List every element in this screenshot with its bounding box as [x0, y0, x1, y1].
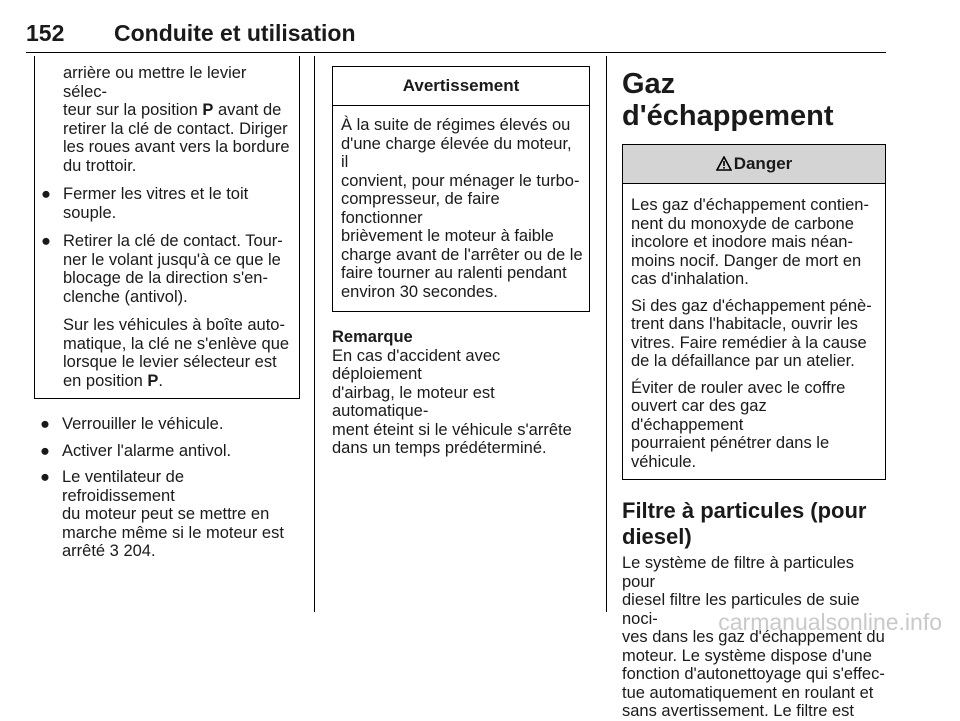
warning-title: Avertissement	[333, 67, 589, 106]
page-header	[26, 20, 886, 53]
text-line: d'une charge élevée du moteur, il	[341, 134, 572, 171]
text-line: ment éteint si le véhicule s'arrête	[332, 420, 572, 439]
text-line: Les gaz d'échappement contien-	[631, 196, 869, 214]
text-line: en position P.	[63, 371, 164, 390]
text-line: ner le volant jusqu'à ce que le	[63, 250, 281, 269]
text-line: les roues avant vers la bordure	[63, 138, 290, 156]
subsection-heading	[622, 498, 886, 550]
chapter-title: Conduite et utilisation	[114, 20, 356, 46]
list-item	[40, 415, 300, 434]
text-line: nent du monoxyde de carbone	[631, 214, 854, 233]
section-heading: Gaz d'échappement	[622, 68, 834, 132]
text-line: du trottoir.	[63, 156, 137, 175]
text-line: souple.	[63, 203, 117, 222]
text-line: brièvement le moteur à faible	[341, 227, 554, 245]
text-line: du moteur peut se mettre en	[62, 505, 270, 523]
danger-box	[622, 144, 886, 480]
text-line: clenche (antivol).	[63, 287, 188, 306]
watermark: carmanualsonline.info	[718, 609, 942, 635]
text-line: lorsque le levier sélecteur est	[63, 353, 277, 371]
text-line: ves dans les gaz d'échappement du	[622, 628, 885, 646]
text-line: Si des gaz d'échappement pénè-	[631, 296, 872, 315]
text-line: À la suite de régimes élevés ou	[341, 116, 571, 134]
text-line: diesel filtre les particules de suie noci-	[622, 591, 860, 628]
bullet-icon: ●	[40, 468, 50, 486]
text-line: blocage de la direction s'en-	[63, 269, 268, 287]
heading-line: Filtre à particules (pour	[622, 498, 867, 523]
warning-body	[333, 106, 589, 311]
text-line: convient, pour ménager le turbo-	[341, 171, 580, 190]
danger-paragraph	[631, 196, 879, 289]
text-line: arrière ou mettre le levier sélec-	[63, 64, 247, 101]
text-line: faire tourner au ralenti pendant	[341, 264, 567, 282]
column-divider	[606, 56, 607, 612]
bullet-icon: ●	[40, 415, 50, 433]
text-line: ouvert car des gaz d'échappement	[631, 397, 767, 434]
column-1	[34, 56, 300, 569]
text-line: vitres. Faire remédier à la cause	[631, 333, 867, 352]
list-item	[41, 185, 293, 222]
text-line: compresseur, de faire fonctionner	[341, 190, 500, 227]
heading-line: diesel)	[622, 524, 692, 549]
column-divider	[314, 56, 315, 612]
text-line: retirer la clé de contact. Diriger	[63, 119, 288, 138]
text-line: sans avertissement. Le filtre est	[622, 702, 855, 720]
bullet-icon: ●	[41, 232, 51, 250]
list-item	[40, 441, 300, 461]
warning-triangle-icon	[716, 156, 732, 171]
text-line: moteur. Le système dispose d'une	[622, 646, 872, 665]
text-line: dans un temps prédéterminé.	[332, 439, 547, 457]
text-line: En cas d'accident avec déploiement	[332, 346, 501, 383]
danger-title: Danger	[733, 154, 793, 173]
danger-body	[623, 184, 885, 479]
text-line: Sur les véhicules à boîte auto-	[63, 316, 285, 334]
text-line: Fermer les vitres et le toit	[63, 185, 249, 203]
danger-paragraph	[631, 379, 879, 472]
bullet-icon: ●	[41, 185, 51, 203]
box-note	[63, 316, 293, 390]
text-line: de la défaillance par un atelier.	[631, 352, 855, 370]
danger-header	[623, 145, 885, 184]
box-intro	[63, 64, 293, 175]
remark-section	[332, 328, 590, 458]
text-line: incolore et inodore mais néan-	[631, 233, 853, 251]
text-line: Le système de filtre à particules pour	[622, 554, 855, 591]
body-paragraph	[622, 554, 886, 721]
cross-reference-link[interactable]: arrêté 3 204.	[62, 542, 156, 560]
text-line: matique, la clé ne s'enlève que	[63, 334, 290, 353]
list-item	[40, 468, 300, 561]
text-line: Éviter de rouler avec le coffre	[631, 378, 846, 397]
text-line: marche même si le moteur est	[62, 523, 284, 542]
text-line: charge avant de l'arrêter ou de le	[341, 245, 583, 264]
text-line: teur sur la position P avant de	[63, 101, 282, 119]
text-line: tue automatiquement en roulant et	[622, 683, 874, 702]
column-2	[332, 66, 590, 458]
text-line: trent dans l'habitacle, ouvrir les	[631, 315, 858, 333]
text-line: moins nocif. Danger de mort en	[631, 251, 862, 270]
danger-paragraph	[631, 297, 879, 371]
continued-box	[34, 56, 300, 399]
warning-box	[332, 66, 590, 312]
text-line: Retirer la clé de contact. Tour-	[63, 232, 283, 250]
remark-title: Remarque	[332, 328, 413, 346]
text-line: véhicule.	[631, 452, 697, 471]
bullet-icon: ●	[40, 441, 50, 460]
text-line: Le ventilateur de refroidissement	[62, 468, 185, 505]
text-line: d'airbag, le moteur est automatique-	[332, 383, 495, 420]
list-item	[41, 232, 293, 306]
bullet-list	[34, 415, 300, 561]
text-line: Verrouiller le véhicule.	[62, 415, 224, 433]
text-line: pourraient pénétrer dans le	[631, 434, 830, 452]
text-line: Activer l'alarme antivol.	[62, 441, 232, 460]
text-line: cas d'inhalation.	[631, 270, 749, 288]
text-line: fonction d'autonettoyage qui s'effec-	[622, 665, 885, 683]
text-line: environ 30 secondes.	[341, 282, 498, 301]
page-number: 152	[26, 20, 65, 46]
